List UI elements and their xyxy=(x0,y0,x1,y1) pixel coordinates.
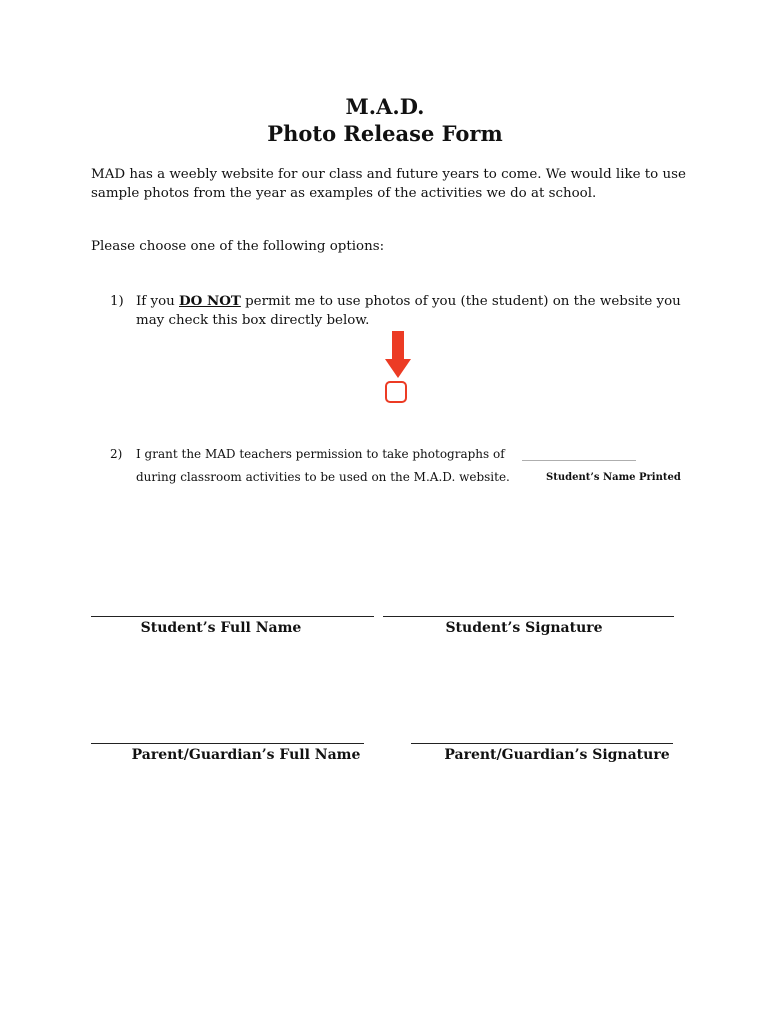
parent-full-name-label: Parent/Guardian’s Full Name xyxy=(131,747,361,763)
form-title-line2: Photo Release Form xyxy=(267,121,503,146)
student-signature-line[interactable] xyxy=(383,616,674,617)
option-1-prefix: If you xyxy=(136,294,180,309)
option-1-line-2: may check this box directly below. xyxy=(136,313,370,328)
option-1-line-1 xyxy=(136,292,681,311)
form-title-line1: M.A.D. xyxy=(345,94,425,119)
option-2-line-2: during classroom activities to be used on the M.A.D. website. xyxy=(136,470,510,484)
option-1-emphasis: DO NOT xyxy=(179,293,241,309)
parent-signature-label: Parent/Guardian’s Signature xyxy=(444,747,670,763)
student-signature-label: Student’s Signature xyxy=(445,620,603,636)
do-not-permit-checkbox[interactable] xyxy=(385,381,407,403)
intro-line-2: sample photos from the year as examples of the activities we do at school. xyxy=(91,186,597,201)
student-full-name-line[interactable] xyxy=(91,616,374,617)
parent-signature-line[interactable] xyxy=(411,743,673,744)
student-name-printed-blank[interactable]: ___________________ xyxy=(522,447,636,461)
parent-full-name-line[interactable] xyxy=(91,743,364,744)
option-2-number: 2) xyxy=(110,447,123,461)
student-name-printed-label: Student’s Name Printed xyxy=(546,472,681,483)
intro-line-1: MAD has a weebly website for our class and future years to come. We would like to use xyxy=(91,167,686,182)
option-2-line-1: I grant the MAD teachers permission to take photographs of xyxy=(136,447,505,461)
student-full-name-label: Student’s Full Name xyxy=(140,620,302,636)
choose-instruction: Please choose one of the following options: xyxy=(91,239,385,254)
option-1-suffix: permit me to use photos of you (the student) on the website you xyxy=(240,294,681,309)
option-1-number: 1) xyxy=(110,294,124,309)
down-arrow-icon xyxy=(384,331,412,379)
